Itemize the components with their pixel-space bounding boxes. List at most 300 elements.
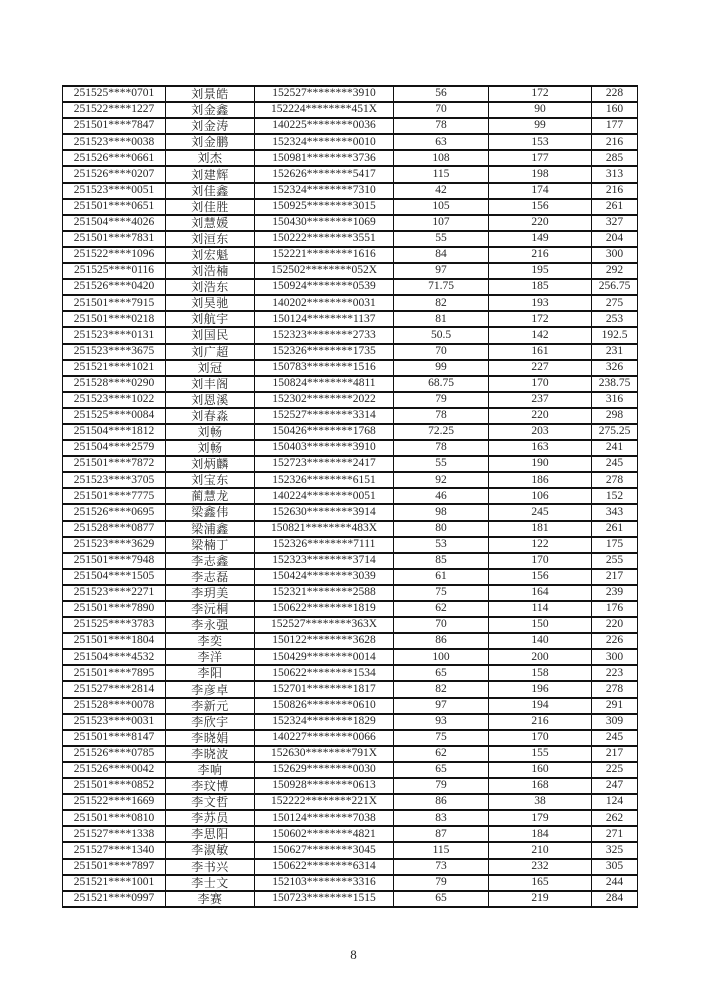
cell-name: 刘浩东 [166, 279, 255, 295]
cell-registration-no: 251526****0661 [63, 150, 166, 166]
cell-name: 刘金鑫 [166, 102, 255, 118]
cell-score-2: 161 [489, 344, 592, 360]
cell-score-2: 200 [489, 649, 592, 665]
cell-registration-no: 251525****0116 [63, 263, 166, 279]
cell-score-1: 108 [394, 150, 489, 166]
cell-score-1: 97 [394, 263, 489, 279]
table-row [63, 199, 638, 215]
cell-name: 李士文 [166, 875, 255, 891]
cell-id-number: 150783********1516 [255, 360, 394, 376]
cell-registration-no: 251523****3705 [63, 472, 166, 488]
table-row [63, 810, 638, 826]
table-row [63, 762, 638, 778]
cell-id-number: 150824********4811 [255, 376, 394, 392]
cell-score-2: 193 [489, 295, 592, 311]
cell-total-score: 313 [592, 166, 638, 182]
cell-name: 刘国民 [166, 327, 255, 343]
cell-total-score: 241 [592, 440, 638, 456]
cell-id-number: 150622********1819 [255, 601, 394, 617]
cell-id-number: 140202********0031 [255, 295, 394, 311]
cell-registration-no: 251501****7897 [63, 859, 166, 875]
cell-name: 梁楠丁 [166, 537, 255, 553]
cell-score-2: 149 [489, 231, 592, 247]
table-row [63, 344, 638, 360]
cell-id-number: 152630********3914 [255, 504, 394, 520]
cell-score-2: 114 [489, 601, 592, 617]
cell-score-1: 107 [394, 215, 489, 231]
cell-id-number: 152527********3910 [255, 86, 394, 102]
cell-score-2: 174 [489, 183, 592, 199]
cell-score-2: 227 [489, 360, 592, 376]
cell-score-1: 97 [394, 698, 489, 714]
cell-score-1: 85 [394, 553, 489, 569]
cell-id-number: 152103********3316 [255, 875, 394, 891]
cell-id-number: 150403********3910 [255, 440, 394, 456]
cell-id-number: 152502********052X [255, 263, 394, 279]
cell-total-score: 152 [592, 488, 638, 504]
table-row [63, 859, 638, 875]
cell-score-1: 84 [394, 247, 489, 263]
cell-total-score: 244 [592, 875, 638, 891]
cell-name: 刘景皓 [166, 86, 255, 102]
cell-id-number: 152723********2417 [255, 456, 394, 472]
cell-registration-no: 251523****2271 [63, 585, 166, 601]
cell-score-2: 168 [489, 778, 592, 794]
cell-total-score: 278 [592, 681, 638, 697]
cell-name: 李淑敏 [166, 842, 255, 858]
table-row [63, 231, 638, 247]
cell-total-score: 216 [592, 134, 638, 150]
cell-score-2: 181 [489, 521, 592, 537]
cell-id-number: 152302********2022 [255, 392, 394, 408]
cell-name: 刘浩楠 [166, 263, 255, 279]
cell-score-1: 81 [394, 311, 489, 327]
cell-score-1: 105 [394, 199, 489, 215]
cell-registration-no: 251501****7890 [63, 601, 166, 617]
table-row [63, 86, 638, 102]
table-row [63, 537, 638, 553]
cell-score-1: 98 [394, 504, 489, 520]
cell-registration-no: 251504****4532 [63, 649, 166, 665]
table-row [63, 730, 638, 746]
cell-name: 李欣宇 [166, 714, 255, 730]
cell-id-number: 152222********221X [255, 794, 394, 810]
table-row [63, 215, 638, 231]
cell-total-score: 271 [592, 826, 638, 842]
cell-name: 刘冠 [166, 360, 255, 376]
table-row [63, 279, 638, 295]
cell-name: 李玟博 [166, 778, 255, 794]
cell-registration-no: 251525****3783 [63, 617, 166, 633]
cell-total-score: 220 [592, 617, 638, 633]
cell-total-score: 225 [592, 762, 638, 778]
cell-total-score: 245 [592, 730, 638, 746]
cell-total-score: 305 [592, 859, 638, 875]
cell-score-2: 220 [489, 408, 592, 424]
cell-score-1: 42 [394, 183, 489, 199]
page-number: 8 [350, 947, 357, 962]
cell-id-number: 152626********5417 [255, 166, 394, 182]
cell-id-number: 150928********0613 [255, 778, 394, 794]
cell-score-2: 158 [489, 665, 592, 681]
cell-registration-no: 251504****2579 [63, 440, 166, 456]
cell-total-score: 217 [592, 746, 638, 762]
cell-score-2: 195 [489, 263, 592, 279]
cell-name: 李晓娟 [166, 730, 255, 746]
cell-registration-no: 251501****1804 [63, 633, 166, 649]
cell-name: 刘广超 [166, 344, 255, 360]
cell-score-1: 93 [394, 714, 489, 730]
table-row [63, 392, 638, 408]
cell-total-score: 124 [592, 794, 638, 810]
cell-registration-no: 251526****0695 [63, 504, 166, 520]
cell-total-score: 226 [592, 633, 638, 649]
cell-name: 刘佳胜 [166, 199, 255, 215]
cell-total-score: 292 [592, 263, 638, 279]
cell-name: 刘畅 [166, 440, 255, 456]
cell-score-1: 79 [394, 392, 489, 408]
cell-registration-no: 251523****3675 [63, 344, 166, 360]
cell-score-2: 216 [489, 714, 592, 730]
cell-registration-no: 251526****0785 [63, 746, 166, 762]
cell-total-score: 204 [592, 231, 638, 247]
cell-score-2: 153 [489, 134, 592, 150]
cell-id-number: 152323********3714 [255, 553, 394, 569]
table-row [63, 698, 638, 714]
cell-total-score: 175 [592, 537, 638, 553]
cell-score-2: 220 [489, 215, 592, 231]
cell-registration-no: 251501****7847 [63, 118, 166, 134]
cell-total-score: 247 [592, 778, 638, 794]
table-row [63, 617, 638, 633]
cell-name: 刘昊驰 [166, 295, 255, 311]
cell-name: 刘杰 [166, 150, 255, 166]
cell-score-2: 165 [489, 875, 592, 891]
cell-name: 李奕 [166, 633, 255, 649]
cell-score-2: 219 [489, 891, 592, 907]
table-row [63, 456, 638, 472]
cell-score-2: 237 [489, 392, 592, 408]
table-row [63, 166, 638, 182]
cell-name: 刘慧媛 [166, 215, 255, 231]
table-row [63, 376, 638, 392]
cell-registration-no: 251523****0131 [63, 327, 166, 343]
cell-score-2: 184 [489, 826, 592, 842]
cell-id-number: 150622********1534 [255, 665, 394, 681]
cell-score-1: 99 [394, 360, 489, 376]
cell-score-1: 70 [394, 617, 489, 633]
cell-score-1: 83 [394, 810, 489, 826]
table-row [63, 488, 638, 504]
cell-registration-no: 251501****7872 [63, 456, 166, 472]
cell-registration-no: 251522****1669 [63, 794, 166, 810]
cell-registration-no: 251501****7775 [63, 488, 166, 504]
cell-id-number: 152326********1735 [255, 344, 394, 360]
cell-score-1: 55 [394, 456, 489, 472]
cell-id-number: 140225********0036 [255, 118, 394, 134]
cell-id-number: 150826********0610 [255, 698, 394, 714]
cell-total-score: 177 [592, 118, 638, 134]
cell-score-1: 63 [394, 134, 489, 150]
cell-registration-no: 251504****1812 [63, 424, 166, 440]
cell-name: 刘航宇 [166, 311, 255, 327]
cell-name: 李永强 [166, 617, 255, 633]
cell-score-1: 78 [394, 408, 489, 424]
cell-id-number: 150122********3628 [255, 633, 394, 649]
table-row [63, 842, 638, 858]
cell-name: 李响 [166, 762, 255, 778]
table-row [63, 327, 638, 343]
table-row [63, 714, 638, 730]
cell-id-number: 150222********3551 [255, 231, 394, 247]
cell-id-number: 152323********2733 [255, 327, 394, 343]
cell-score-2: 216 [489, 247, 592, 263]
cell-total-score: 239 [592, 585, 638, 601]
cell-total-score: 253 [592, 311, 638, 327]
cell-id-number: 152321********2588 [255, 585, 394, 601]
cell-score-1: 62 [394, 601, 489, 617]
cell-score-1: 75 [394, 585, 489, 601]
cell-registration-no: 251526****0042 [63, 762, 166, 778]
cell-score-1: 79 [394, 778, 489, 794]
cell-total-score: 223 [592, 665, 638, 681]
cell-name: 刘金涛 [166, 118, 255, 134]
cell-score-1: 71.75 [394, 279, 489, 295]
cell-registration-no: 251501****7915 [63, 295, 166, 311]
cell-score-1: 65 [394, 891, 489, 907]
cell-registration-no: 251504****4026 [63, 215, 166, 231]
cell-score-2: 160 [489, 762, 592, 778]
cell-total-score: 176 [592, 601, 638, 617]
table-row [63, 681, 638, 697]
cell-total-score: 160 [592, 102, 638, 118]
table-row [63, 875, 638, 891]
cell-name: 刘春淼 [166, 408, 255, 424]
cell-score-2: 106 [489, 488, 592, 504]
cell-total-score: 300 [592, 649, 638, 665]
cell-id-number: 150424********3039 [255, 569, 394, 585]
cell-name: 梁鑫伟 [166, 504, 255, 520]
cell-total-score: 192.5 [592, 327, 638, 343]
cell-score-1: 55 [394, 231, 489, 247]
cell-score-1: 70 [394, 102, 489, 118]
table-row [63, 183, 638, 199]
cell-total-score: 261 [592, 521, 638, 537]
cell-name: 刘恩溪 [166, 392, 255, 408]
table-row [63, 649, 638, 665]
cell-score-2: 186 [489, 472, 592, 488]
cell-score-1: 78 [394, 118, 489, 134]
cell-score-1: 87 [394, 826, 489, 842]
cell-name: 刘炳麟 [166, 456, 255, 472]
table-row [63, 746, 638, 762]
table-row [63, 521, 638, 537]
cell-registration-no: 251522****1096 [63, 247, 166, 263]
cell-score-2: 156 [489, 199, 592, 215]
cell-registration-no: 251528****0078 [63, 698, 166, 714]
cell-total-score: 326 [592, 360, 638, 376]
cell-score-2: 245 [489, 504, 592, 520]
cell-registration-no: 251521****1021 [63, 360, 166, 376]
cell-id-number: 150124********1137 [255, 311, 394, 327]
cell-name: 李志鑫 [166, 553, 255, 569]
cell-id-number: 150430********1069 [255, 215, 394, 231]
cell-score-1: 68.75 [394, 376, 489, 392]
cell-registration-no: 251526****0420 [63, 279, 166, 295]
cell-score-2: 172 [489, 311, 592, 327]
cell-total-score: 298 [592, 408, 638, 424]
cell-name: 刘宝东 [166, 472, 255, 488]
cell-score-1: 80 [394, 521, 489, 537]
cell-score-2: 190 [489, 456, 592, 472]
cell-name: 刘洹东 [166, 231, 255, 247]
cell-total-score: 325 [592, 842, 638, 858]
table-row [63, 295, 638, 311]
table-row [63, 601, 638, 617]
cell-name: 李文哲 [166, 794, 255, 810]
cell-score-1: 78 [394, 440, 489, 456]
cell-name: 李彦卓 [166, 681, 255, 697]
cell-registration-no: 251523****1022 [63, 392, 166, 408]
cell-score-2: 172 [489, 86, 592, 102]
cell-id-number: 152527********3314 [255, 408, 394, 424]
cell-name: 刘畅 [166, 424, 255, 440]
cell-total-score: 245 [592, 456, 638, 472]
cell-id-number: 150426********1768 [255, 424, 394, 440]
cell-id-number: 140227********0066 [255, 730, 394, 746]
cell-total-score: 284 [592, 891, 638, 907]
cell-score-2: 156 [489, 569, 592, 585]
cell-total-score: 228 [592, 86, 638, 102]
cell-total-score: 300 [592, 247, 638, 263]
cell-total-score: 262 [592, 810, 638, 826]
cell-total-score: 231 [592, 344, 638, 360]
cell-id-number: 152326********6151 [255, 472, 394, 488]
cell-name: 李赛 [166, 891, 255, 907]
cell-id-number: 150124********7038 [255, 810, 394, 826]
table-row [63, 472, 638, 488]
cell-score-1: 46 [394, 488, 489, 504]
cell-registration-no: 251523****0038 [63, 134, 166, 150]
cell-score-1: 70 [394, 344, 489, 360]
cell-id-number: 152701********1817 [255, 681, 394, 697]
cell-name: 李沅桐 [166, 601, 255, 617]
table-row [63, 553, 638, 569]
cell-name: 李书兴 [166, 859, 255, 875]
cell-score-2: 155 [489, 746, 592, 762]
cell-id-number: 150925********3015 [255, 199, 394, 215]
table-row [63, 633, 638, 649]
cell-score-1: 82 [394, 295, 489, 311]
cell-id-number: 152326********7111 [255, 537, 394, 553]
table-row [63, 504, 638, 520]
cell-name: 李思阳 [166, 826, 255, 842]
table-row [63, 794, 638, 810]
cell-score-1: 82 [394, 681, 489, 697]
cell-name: 李新元 [166, 698, 255, 714]
score-table-body [63, 86, 638, 907]
cell-registration-no: 251501****0810 [63, 810, 166, 826]
cell-registration-no: 251521****0997 [63, 891, 166, 907]
cell-score-1: 53 [394, 537, 489, 553]
cell-score-2: 90 [489, 102, 592, 118]
cell-id-number: 150429********0014 [255, 649, 394, 665]
cell-total-score: 256.75 [592, 279, 638, 295]
cell-score-2: 122 [489, 537, 592, 553]
cell-score-2: 142 [489, 327, 592, 343]
cell-id-number: 150602********4821 [255, 826, 394, 842]
cell-total-score: 327 [592, 215, 638, 231]
cell-score-1: 61 [394, 569, 489, 585]
cell-total-score: 261 [592, 199, 638, 215]
score-table [62, 85, 638, 908]
cell-id-number: 150622********6314 [255, 859, 394, 875]
cell-score-2: 198 [489, 166, 592, 182]
cell-score-2: 38 [489, 794, 592, 810]
table-row [63, 360, 638, 376]
cell-score-1: 86 [394, 633, 489, 649]
cell-score-1: 62 [394, 746, 489, 762]
cell-total-score: 238.75 [592, 376, 638, 392]
cell-score-2: 140 [489, 633, 592, 649]
cell-id-number: 150723********1515 [255, 891, 394, 907]
cell-score-1: 50.5 [394, 327, 489, 343]
cell-score-2: 163 [489, 440, 592, 456]
cell-id-number: 140224********0051 [255, 488, 394, 504]
cell-total-score: 343 [592, 504, 638, 520]
cell-total-score: 309 [592, 714, 638, 730]
cell-name: 李志磊 [166, 569, 255, 585]
cell-name: 刘建辉 [166, 166, 255, 182]
cell-score-2: 194 [489, 698, 592, 714]
table-row [63, 134, 638, 150]
cell-registration-no: 251522****1227 [63, 102, 166, 118]
table-row [63, 408, 638, 424]
cell-registration-no: 251501****7948 [63, 553, 166, 569]
table-row [63, 311, 638, 327]
table-row [63, 440, 638, 456]
cell-registration-no: 251523****0031 [63, 714, 166, 730]
cell-id-number: 152324********7310 [255, 183, 394, 199]
table-row [63, 665, 638, 681]
cell-score-1: 79 [394, 875, 489, 891]
cell-name: 刘佳鑫 [166, 183, 255, 199]
cell-score-1: 115 [394, 166, 489, 182]
cell-id-number: 152224********451X [255, 102, 394, 118]
cell-score-1: 65 [394, 762, 489, 778]
cell-registration-no: 251523****0051 [63, 183, 166, 199]
cell-registration-no: 251523****3629 [63, 537, 166, 553]
cell-id-number: 150627********3045 [255, 842, 394, 858]
cell-name: 李阳 [166, 665, 255, 681]
cell-name: 梁浦鑫 [166, 521, 255, 537]
cell-registration-no: 251501****7831 [63, 231, 166, 247]
cell-score-2: 164 [489, 585, 592, 601]
cell-total-score: 275 [592, 295, 638, 311]
cell-score-1: 65 [394, 665, 489, 681]
cell-registration-no: 251501****0651 [63, 199, 166, 215]
cell-registration-no: 251527****1338 [63, 826, 166, 842]
table-row [63, 585, 638, 601]
cell-id-number: 152630********791X [255, 746, 394, 762]
cell-name: 刘宏魁 [166, 247, 255, 263]
cell-registration-no: 251501****8147 [63, 730, 166, 746]
cell-score-2: 185 [489, 279, 592, 295]
table-row [63, 263, 638, 279]
cell-score-2: 210 [489, 842, 592, 858]
cell-total-score: 255 [592, 553, 638, 569]
table-row [63, 150, 638, 166]
